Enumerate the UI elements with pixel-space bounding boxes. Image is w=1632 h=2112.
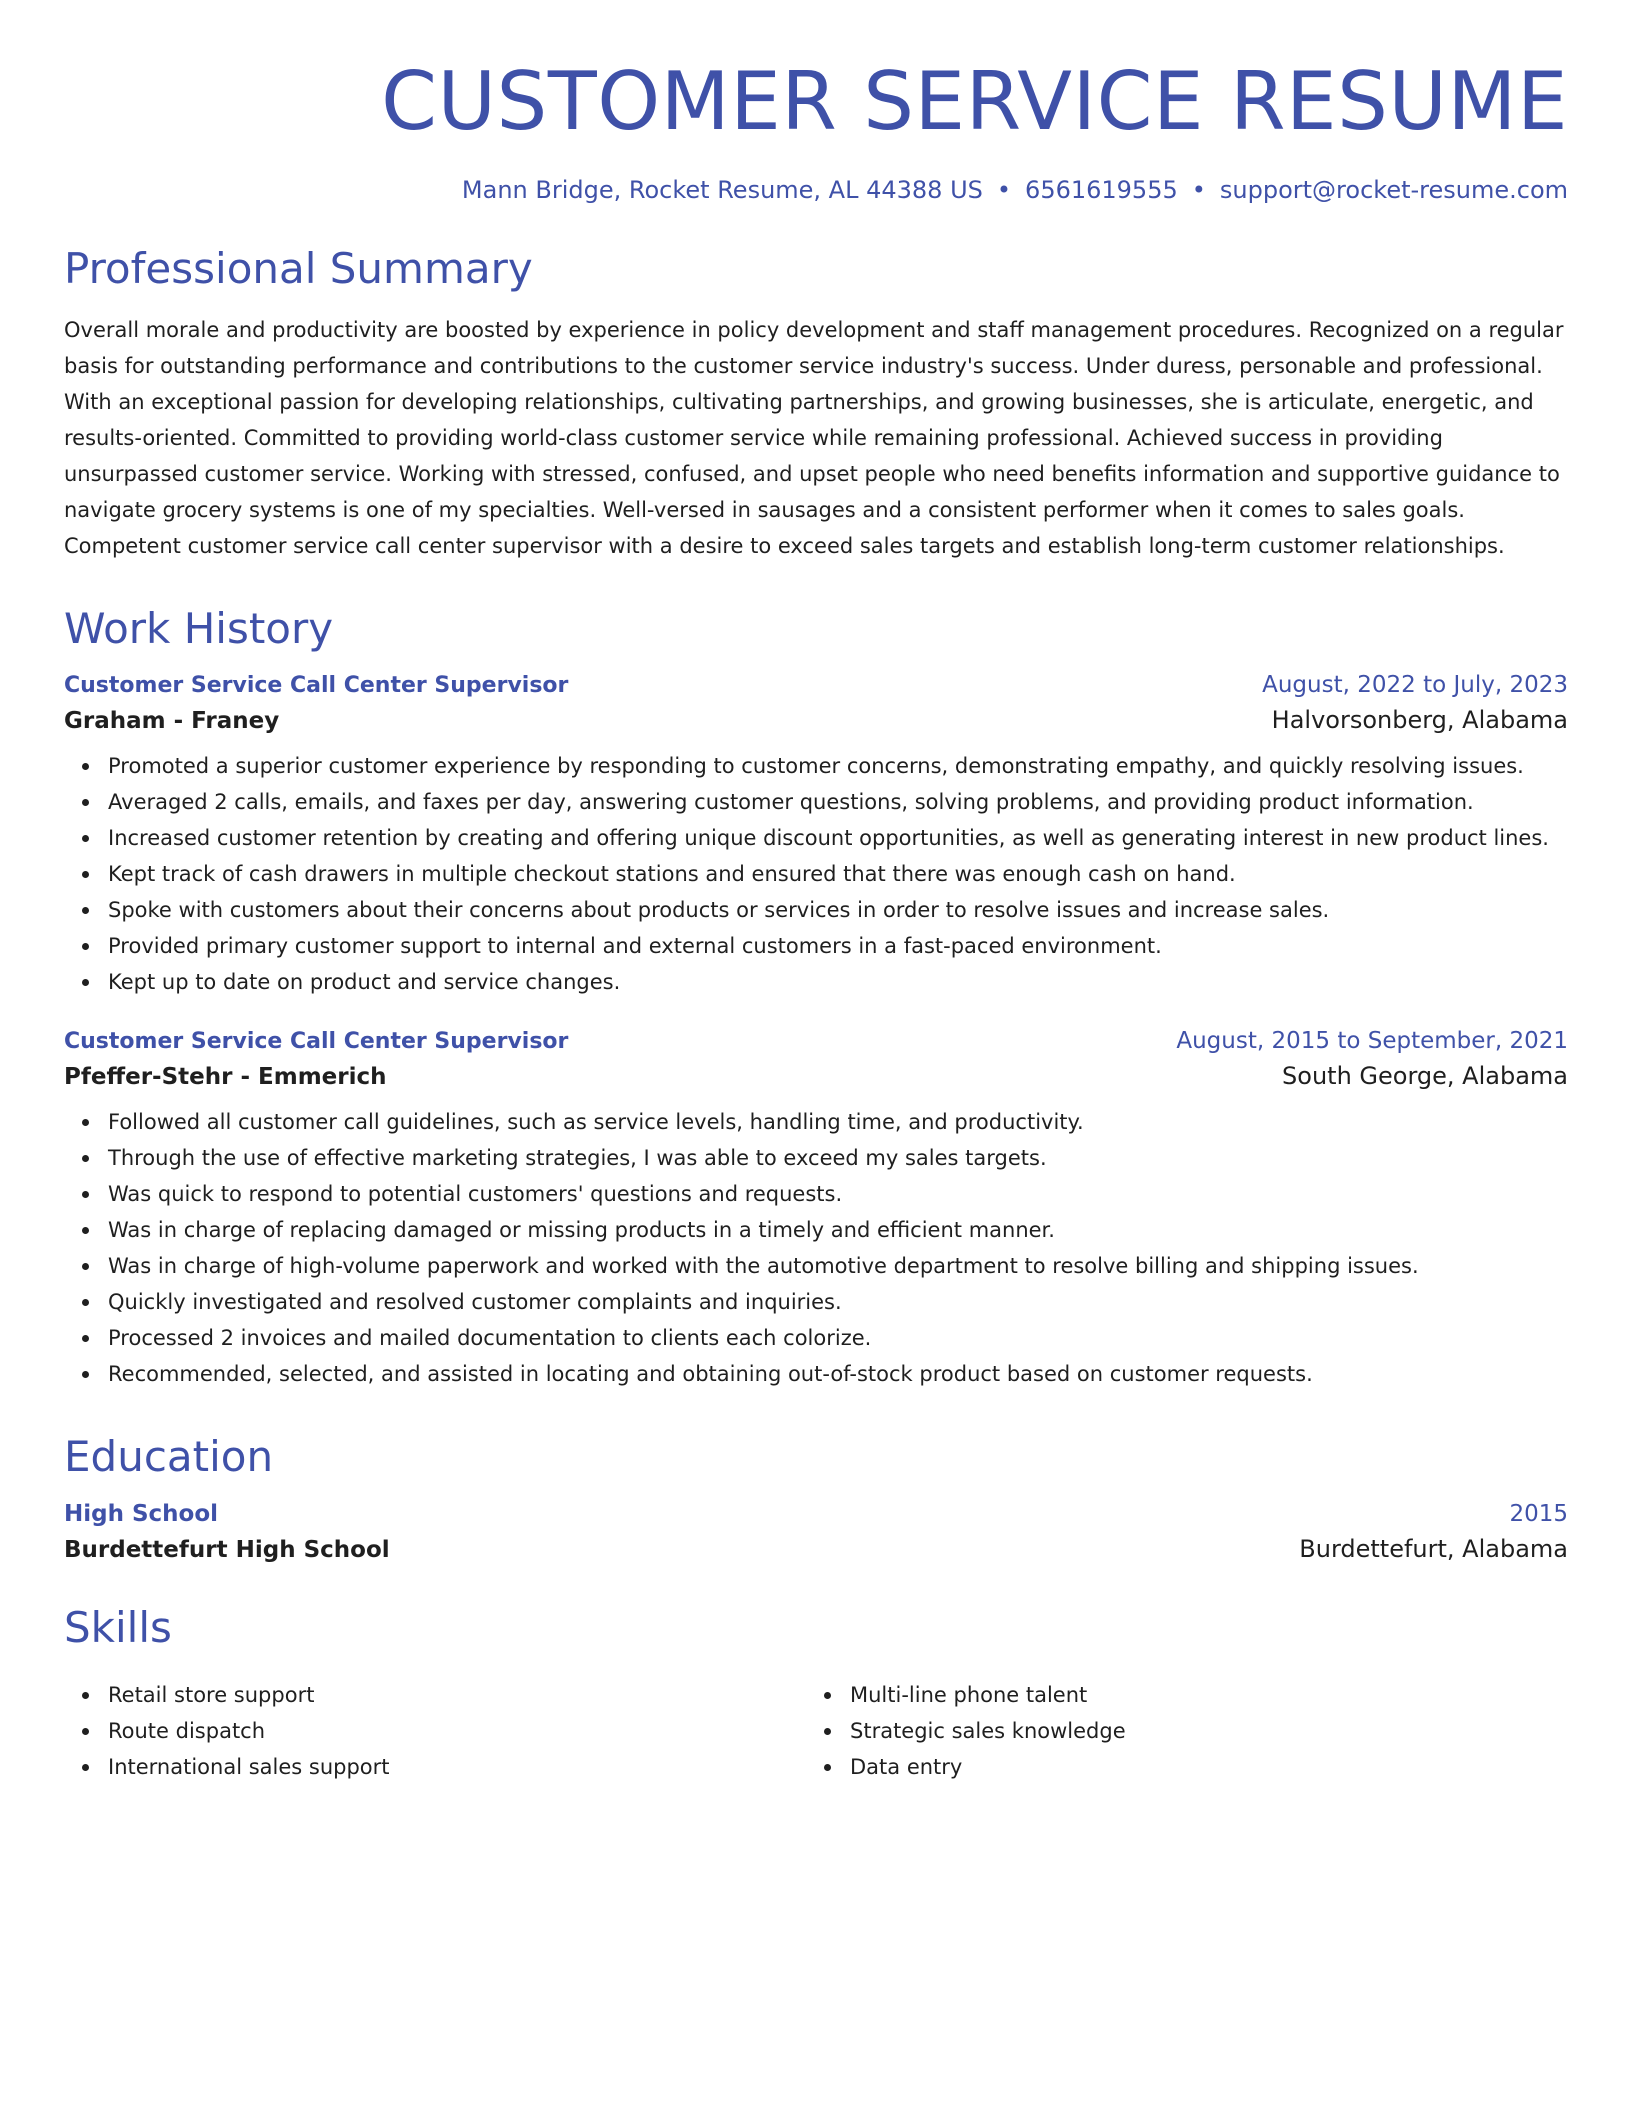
- address: Mann Bridge, Rocket Resume, AL 44388 US: [461, 176, 983, 204]
- list-item: Followed all customer call guidelines, such as service levels, handling time, and productivity.: [108, 1104, 1568, 1140]
- job-bullets: [64, 748, 1568, 1000]
- skills-grid: [64, 1671, 1568, 1785]
- skill-item: Retail store support: [108, 1677, 806, 1713]
- job-location: South George, Alabama: [1282, 1062, 1568, 1091]
- summary-text: Overall morale and productivity are boosted by experience in policy development and staff management procedures. Recognized on a regular basis for outstanding performance and contributions to the customer service industry's success. Under duress, personable and professional. With an exceptional passion for developing relationships, cultivating partnerships, and growing businesses, she is articulate, energetic, and results-oriented. Committed to providing world-class customer service while remaining professional. Achieved success in providing unsurpassed customer service. Working with stressed, confused, and upset people who need benefits information and supportive guidance to navigate grocery systems is one of my specialties. Well-versed in sausages and a consistent performer when it comes to sales goals. Competent customer service call center supervisor with a desire to exceed sales targets and establish long-term customer relationships.: [64, 318, 1564, 559]
- skills-list: [806, 1677, 1548, 1785]
- summary-heading: Professional Summary: [64, 244, 533, 293]
- resume-title: CUSTOMER SERVICE RESUME: [381, 55, 1568, 148]
- list-item: Processed 2 invoices and mailed documentation to clients each colorize.: [108, 1320, 1568, 1356]
- email: support@rocket-resume.com: [1219, 176, 1568, 204]
- list-item: Was in charge of replacing damaged or missing products in a timely and efficient manner.: [108, 1212, 1568, 1248]
- skill-item: Multi-line phone talent: [850, 1677, 1548, 1713]
- list-item: Spoke with customers about their concerns about products or services in order to resolve issues and increase sales.: [108, 892, 1568, 928]
- contact-line: [64, 176, 1568, 204]
- list-item: Provided primary customer support to internal and external customers in a fast-paced environment.: [108, 928, 1568, 964]
- skill-item: Route dispatch: [108, 1713, 806, 1749]
- job-employer: Graham - Franey: [64, 708, 280, 735]
- skills-column-left: [64, 1671, 806, 1785]
- job-entry: [64, 1028, 1568, 1392]
- list-item: Through the use of effective marketing strategies, I was able to exceed my sales targets.: [108, 1140, 1568, 1176]
- job-role: Customer Service Call Center Supervisor: [64, 673, 569, 699]
- education-location: Burdettefurt, Alabama: [1299, 1534, 1568, 1563]
- list-item: Averaged 2 calls, emails, and faxes per day, answering customer questions, solving problems, and providing product information.: [108, 784, 1568, 820]
- skill-item: Strategic sales knowledge: [850, 1713, 1548, 1749]
- education-heading: Education: [64, 1432, 274, 1482]
- job-dates: August, 2022 to July, 2023: [1262, 672, 1568, 699]
- job-entry: [64, 672, 1568, 1000]
- skills-heading: Skills: [64, 1602, 172, 1652]
- list-item: Recommended, selected, and assisted in locating and obtaining out-of-stock product based on customer requests.: [108, 1356, 1568, 1392]
- separator-dot: •: [996, 176, 1012, 204]
- list-item: Kept up to date on product and service changes.: [108, 964, 1568, 1000]
- education-year: 2015: [1509, 1500, 1568, 1527]
- resume-page: [64, 50, 1568, 1785]
- work-history-heading: Work History: [64, 604, 334, 654]
- job-dates: August, 2015 to September, 2021: [1176, 1028, 1568, 1055]
- skill-item: Data entry: [850, 1749, 1548, 1785]
- phone: 6561619555: [1025, 176, 1178, 204]
- list-item: Was quick to respond to potential customers' questions and requests.: [108, 1176, 1568, 1212]
- skills-column-right: [806, 1671, 1548, 1785]
- education-entry: [64, 1501, 1568, 1563]
- job-location: Halvorsonberg, Alabama: [1271, 706, 1568, 735]
- education-school: Burdettefurt High School: [64, 1536, 390, 1563]
- job-employer: Pfeffer-Stehr - Emmerich: [64, 1064, 387, 1091]
- skills-list: [64, 1677, 806, 1785]
- list-item: Promoted a superior customer experience by responding to customer concerns, demonstrating empathy, and quickly resolving issues.: [108, 748, 1568, 784]
- skill-item: International sales support: [108, 1749, 806, 1785]
- education-degree: High School: [64, 1500, 219, 1527]
- separator-dot: •: [1191, 176, 1206, 204]
- list-item: Increased customer retention by creating and offering unique discount opportunities, as well as generating interest in new product lines.: [108, 820, 1568, 856]
- list-item: Was in charge of high-volume paperwork and worked with the automotive department to resolve billing and shipping issues.: [108, 1248, 1568, 1284]
- list-item: Kept track of cash drawers in multiple checkout stations and ensured that there was enough cash on hand.: [108, 856, 1568, 892]
- job-bullets: [64, 1104, 1568, 1392]
- job-role: Customer Service Call Center Supervisor: [64, 1029, 569, 1055]
- list-item: Quickly investigated and resolved customer complaints and inquiries.: [108, 1284, 1568, 1320]
